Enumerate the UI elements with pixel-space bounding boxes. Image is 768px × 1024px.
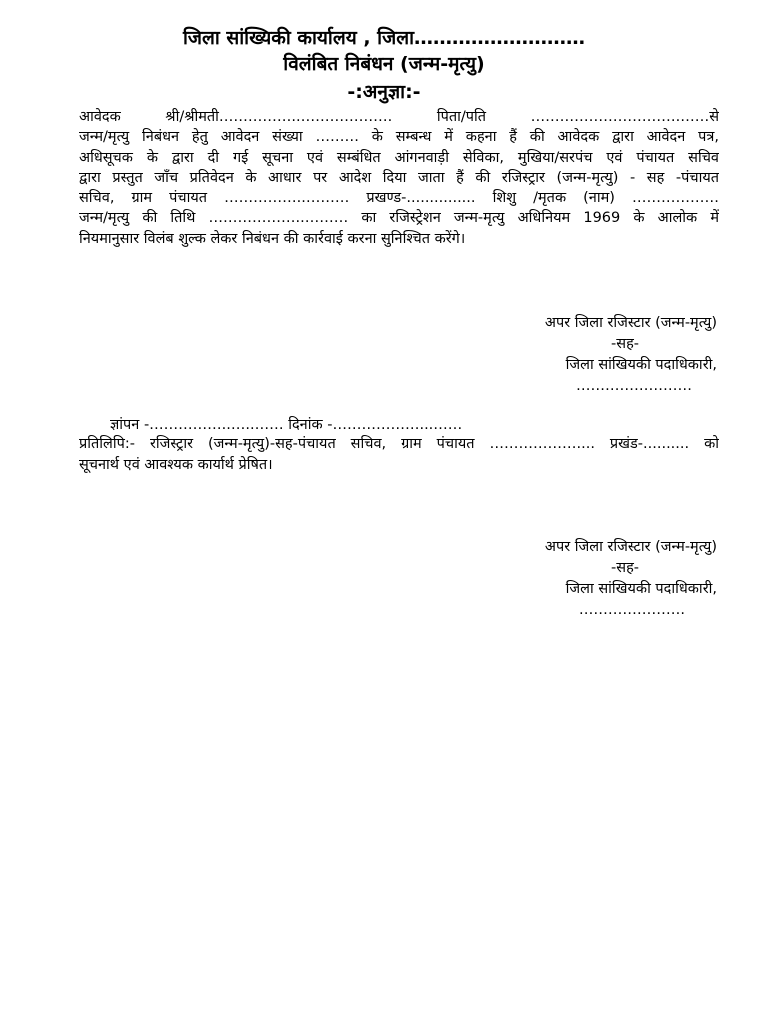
order-line: आवेदक श्री/श्रीमती……………..………………. पिता/पति ………………………….……से [79,109,719,125]
signatory-blank: …………………. [578,602,685,618]
order-line: जन्म/मृत्यु निबंधन हेतु आवेदन संख्या ……… के सम्बन्ध में कहना हैं की आवेदक द्वारा आवेदन पत्र, [79,129,719,146]
subject-heading: विलंबित निबंधन (जन्म-मृत्यु) [283,53,485,75]
signatory-joiner: -सह- [611,336,639,352]
memo-number-date: ज्ञांपन -……………..…..…… दिनांक -………………...…… [110,417,463,433]
order-line: जन्म/मृत्यु की तिथि ………………..……… का रजिस्ट्रेशन जन्म-मृत्यु अधिनियम 1969 के आलोक में [79,210,719,227]
order-line: द्वारा प्रस्तुत जाँच प्रतिवेदन के आधार पर आदेश दिया जाता हैं की रजिस्ट्रार (जन्म-मृत्यु) - सह -पंचायत [79,169,719,186]
copy-to-paragraph [79,434,719,476]
signature-block [417,313,717,397]
signatory-office: जिला सांखियकी पदाधिकारी, [565,357,717,373]
order-heading: -:अनुज्ञा:- [347,81,421,103]
signature-block [417,537,717,621]
order-line: नियमानुसार विलंब शुल्क लेकर निबंधन की कार्रवाई करना सुनिश्चित करेंगे। [79,230,466,247]
copy-line: प्रतिलिपि:- रजिस्ट्रार (जन्म-मृत्यु)-सह-पंचायत सचिव, ग्राम पंचायत ……………….... प्रखंड-.......... को [79,436,719,452]
order-line: अधिसूचक के द्वारा दी गई सूचना एवं सम्बंधित आंगनवाड़ी सेविका, मुखिया/सरपंच एवं पंचायत सचिव [79,149,719,166]
order-paragraph [79,107,719,249]
signatory-office: जिला सांखियकी पदाधिकारी, [565,581,717,597]
signatory-designation: अपर जिला रजिस्टार (जन्म-मृत्यु) [544,315,717,331]
office-heading: जिला सांख्यिकी कार्यालय , जिला……………………… [182,27,585,49]
signatory-joiner: -सह- [611,560,639,576]
order-line: सचिव, ग्राम पंचायत ……………..……… प्रखण्ड-............... शिशु /मृतक (नाम) ……………… [79,190,719,207]
signatory-blank: …………………… [576,378,692,394]
copy-line: सूचनार्थ एवं आवश्यक कार्यार्थ प्रेषित। [79,457,273,473]
signatory-designation: अपर जिला रजिस्टार (जन्म-मृत्यु) [544,539,717,555]
